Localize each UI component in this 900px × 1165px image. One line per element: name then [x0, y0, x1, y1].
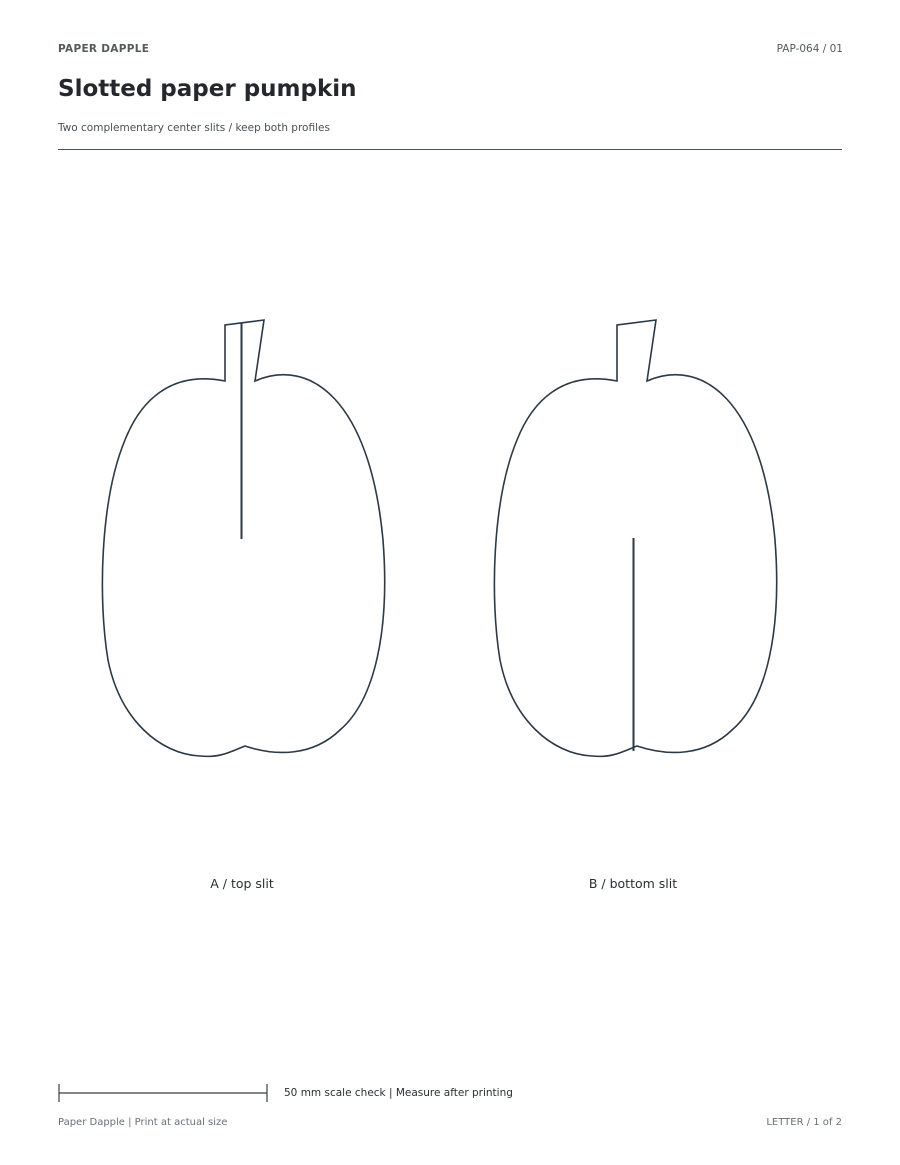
scale-check-text: 50 mm scale check | Measure after printing	[284, 1087, 513, 1099]
piece-b-label: B / bottom slit	[588, 876, 678, 891]
pumpkin-b-outline	[494, 320, 776, 756]
brand-label: PAPER DAPPLE	[58, 43, 150, 55]
page-subtitle: Two complementary center slits / keep both profiles	[58, 122, 330, 134]
footer-print-note: Paper Dapple | Print at actual size	[58, 1117, 228, 1128]
page-title: Slotted paper pumpkin	[58, 76, 357, 102]
pumpkin-a-outline	[102, 320, 384, 756]
scale-bar	[59, 1084, 267, 1102]
document-code: PAP-064 / 01	[776, 43, 843, 55]
piece-a-label: A / top slit	[210, 876, 274, 891]
footer-page-number: LETTER / 1 of 2	[766, 1117, 842, 1128]
